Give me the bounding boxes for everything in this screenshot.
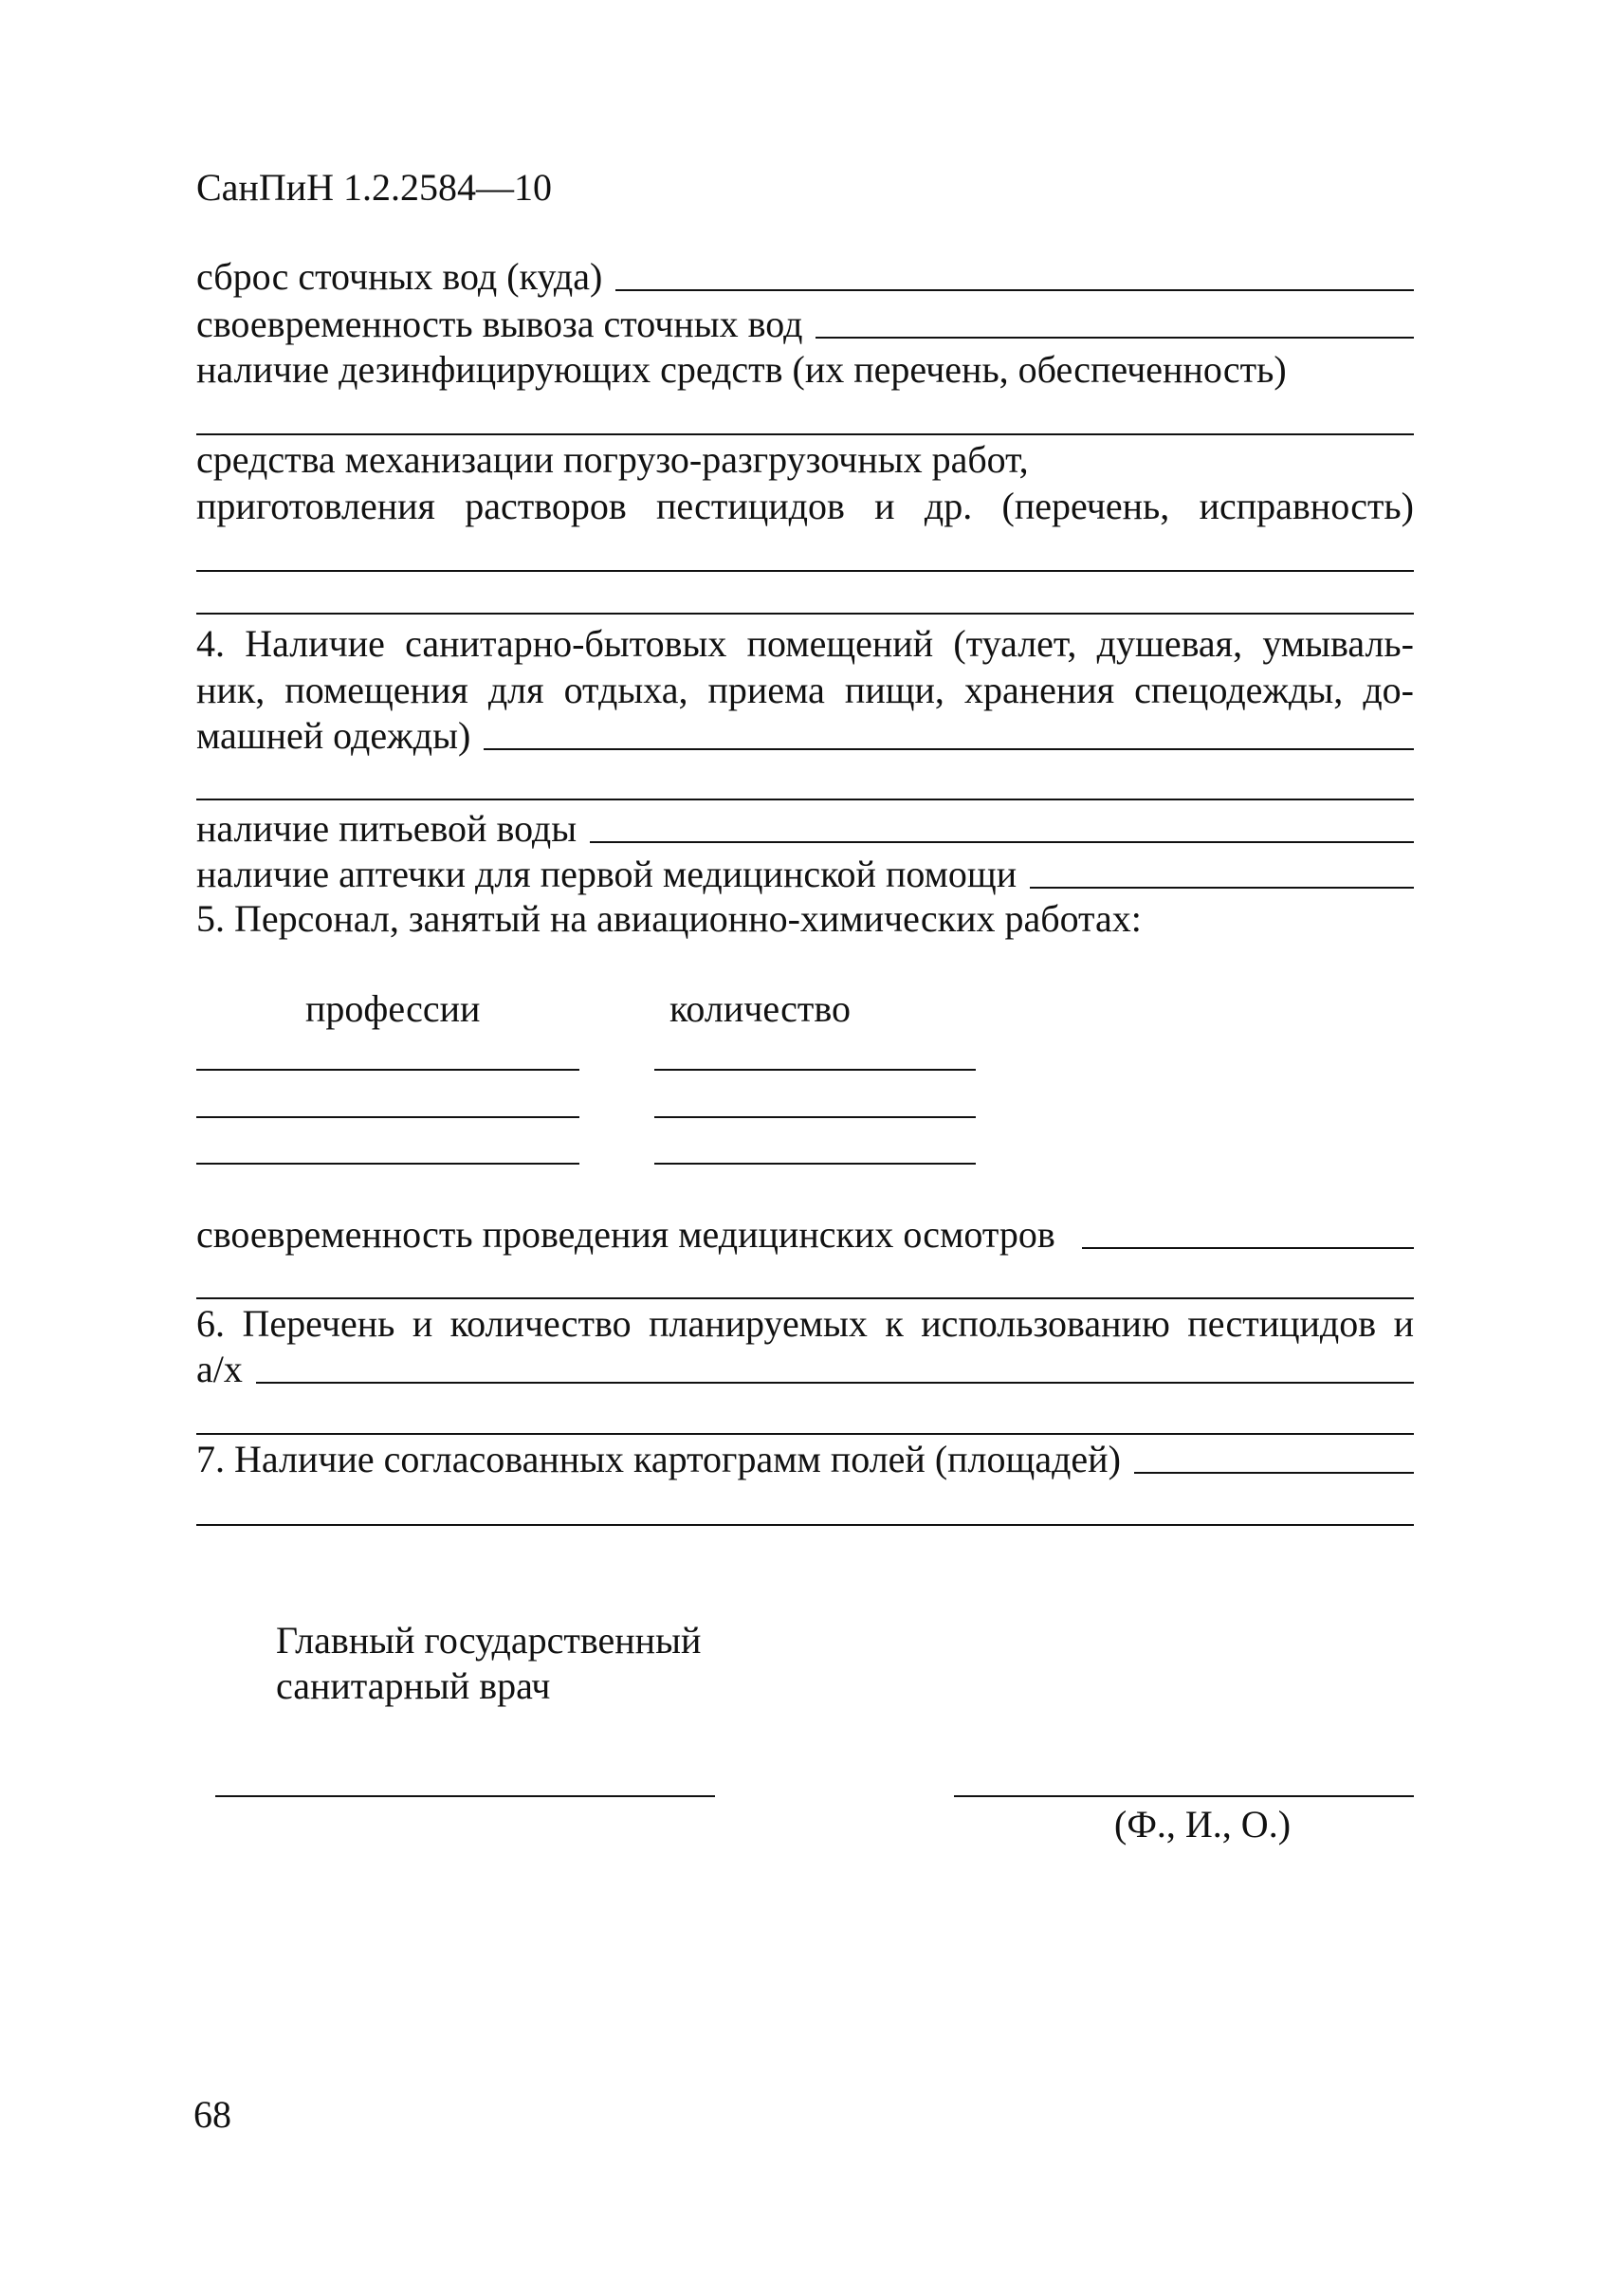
field-label-disinfectants: наличие дезинфицирующих средств (их перечень, обеспеченность) [196, 348, 1287, 391]
blank-line [196, 799, 1414, 800]
fio-caption: (Ф., И., О.) [1114, 1803, 1292, 1846]
section5-title: 5. Персонал, занятый на авиационно-химических работах: [196, 897, 1142, 940]
blank-line [196, 613, 1414, 615]
mechanization-line-1: средства механизации погрузо-разгрузочных работ, [196, 438, 1029, 481]
field-label: наличие питьевой воды [196, 807, 577, 850]
blank-line [196, 433, 1414, 435]
field-label: а/х [196, 1348, 243, 1390]
section4-line-3 [196, 713, 1414, 759]
field-first-aid-kit [196, 852, 1414, 897]
blank-line [256, 1382, 1414, 1384]
section4-line-1: 4. Наличие санитарно-бытовых помещений (туалет, душевая, умываль- [196, 622, 1414, 665]
blank-line [196, 1524, 1414, 1526]
fio-blank [954, 1795, 1414, 1797]
field-label: 7. Наличие согласованных картограмм полей (площадей) [196, 1438, 1121, 1480]
section6-line-1: 6. Перечень и количество планируемых к использованию пестицидов и [196, 1302, 1414, 1345]
section4-line-2: ник, помещения для отдыха, приема пищи, хранения спецодежды, до- [196, 669, 1414, 711]
column-header-count: количество [669, 987, 851, 1030]
field-drinking-water [196, 806, 1414, 852]
count-blank-2 [654, 1116, 976, 1118]
field-label: наличие аптечки для первой медицинской помощи [196, 853, 1017, 895]
blank-line [1134, 1472, 1414, 1474]
blank-line [1030, 887, 1414, 889]
signature-blank [215, 1795, 715, 1797]
blank-line [196, 1297, 1414, 1299]
page-number: 68 [193, 2093, 231, 2136]
field-sewage-removal [196, 302, 1414, 347]
field-label: машней одежды) [196, 714, 471, 757]
field-label: своевременность вывоза сточных вод [196, 303, 803, 345]
section6-line-2 [196, 1347, 1414, 1392]
field-label: сброс сточных вод (куда) [196, 255, 603, 298]
field-label: своевременность проведения медицинских осмотров [196, 1213, 1055, 1256]
field-medical-checkups [196, 1212, 1414, 1258]
mechanization-line-2: приготовления растворов пестицидов и др. (перечень, исправность) [196, 485, 1414, 527]
count-blank-1 [654, 1069, 976, 1071]
blank-line [196, 1433, 1414, 1435]
profession-blank-3 [196, 1163, 579, 1165]
profession-blank-1 [196, 1069, 579, 1071]
profession-blank-2 [196, 1116, 579, 1118]
count-blank-3 [654, 1163, 976, 1165]
blank-line [484, 748, 1414, 750]
blank-line [1082, 1247, 1414, 1249]
signature-title-line-1: Главный государственный [276, 1619, 702, 1662]
signature-title-line-2: санитарный врач [276, 1664, 551, 1707]
blank-line [590, 841, 1414, 843]
section7-field [196, 1437, 1414, 1482]
document-code: СанПиН 1.2.2584—10 [196, 166, 553, 209]
blank-line [615, 289, 1414, 291]
column-header-profession: профессии [305, 987, 481, 1030]
blank-line [816, 337, 1414, 339]
blank-line [196, 570, 1414, 572]
field-sewage-discharge [196, 254, 1414, 300]
